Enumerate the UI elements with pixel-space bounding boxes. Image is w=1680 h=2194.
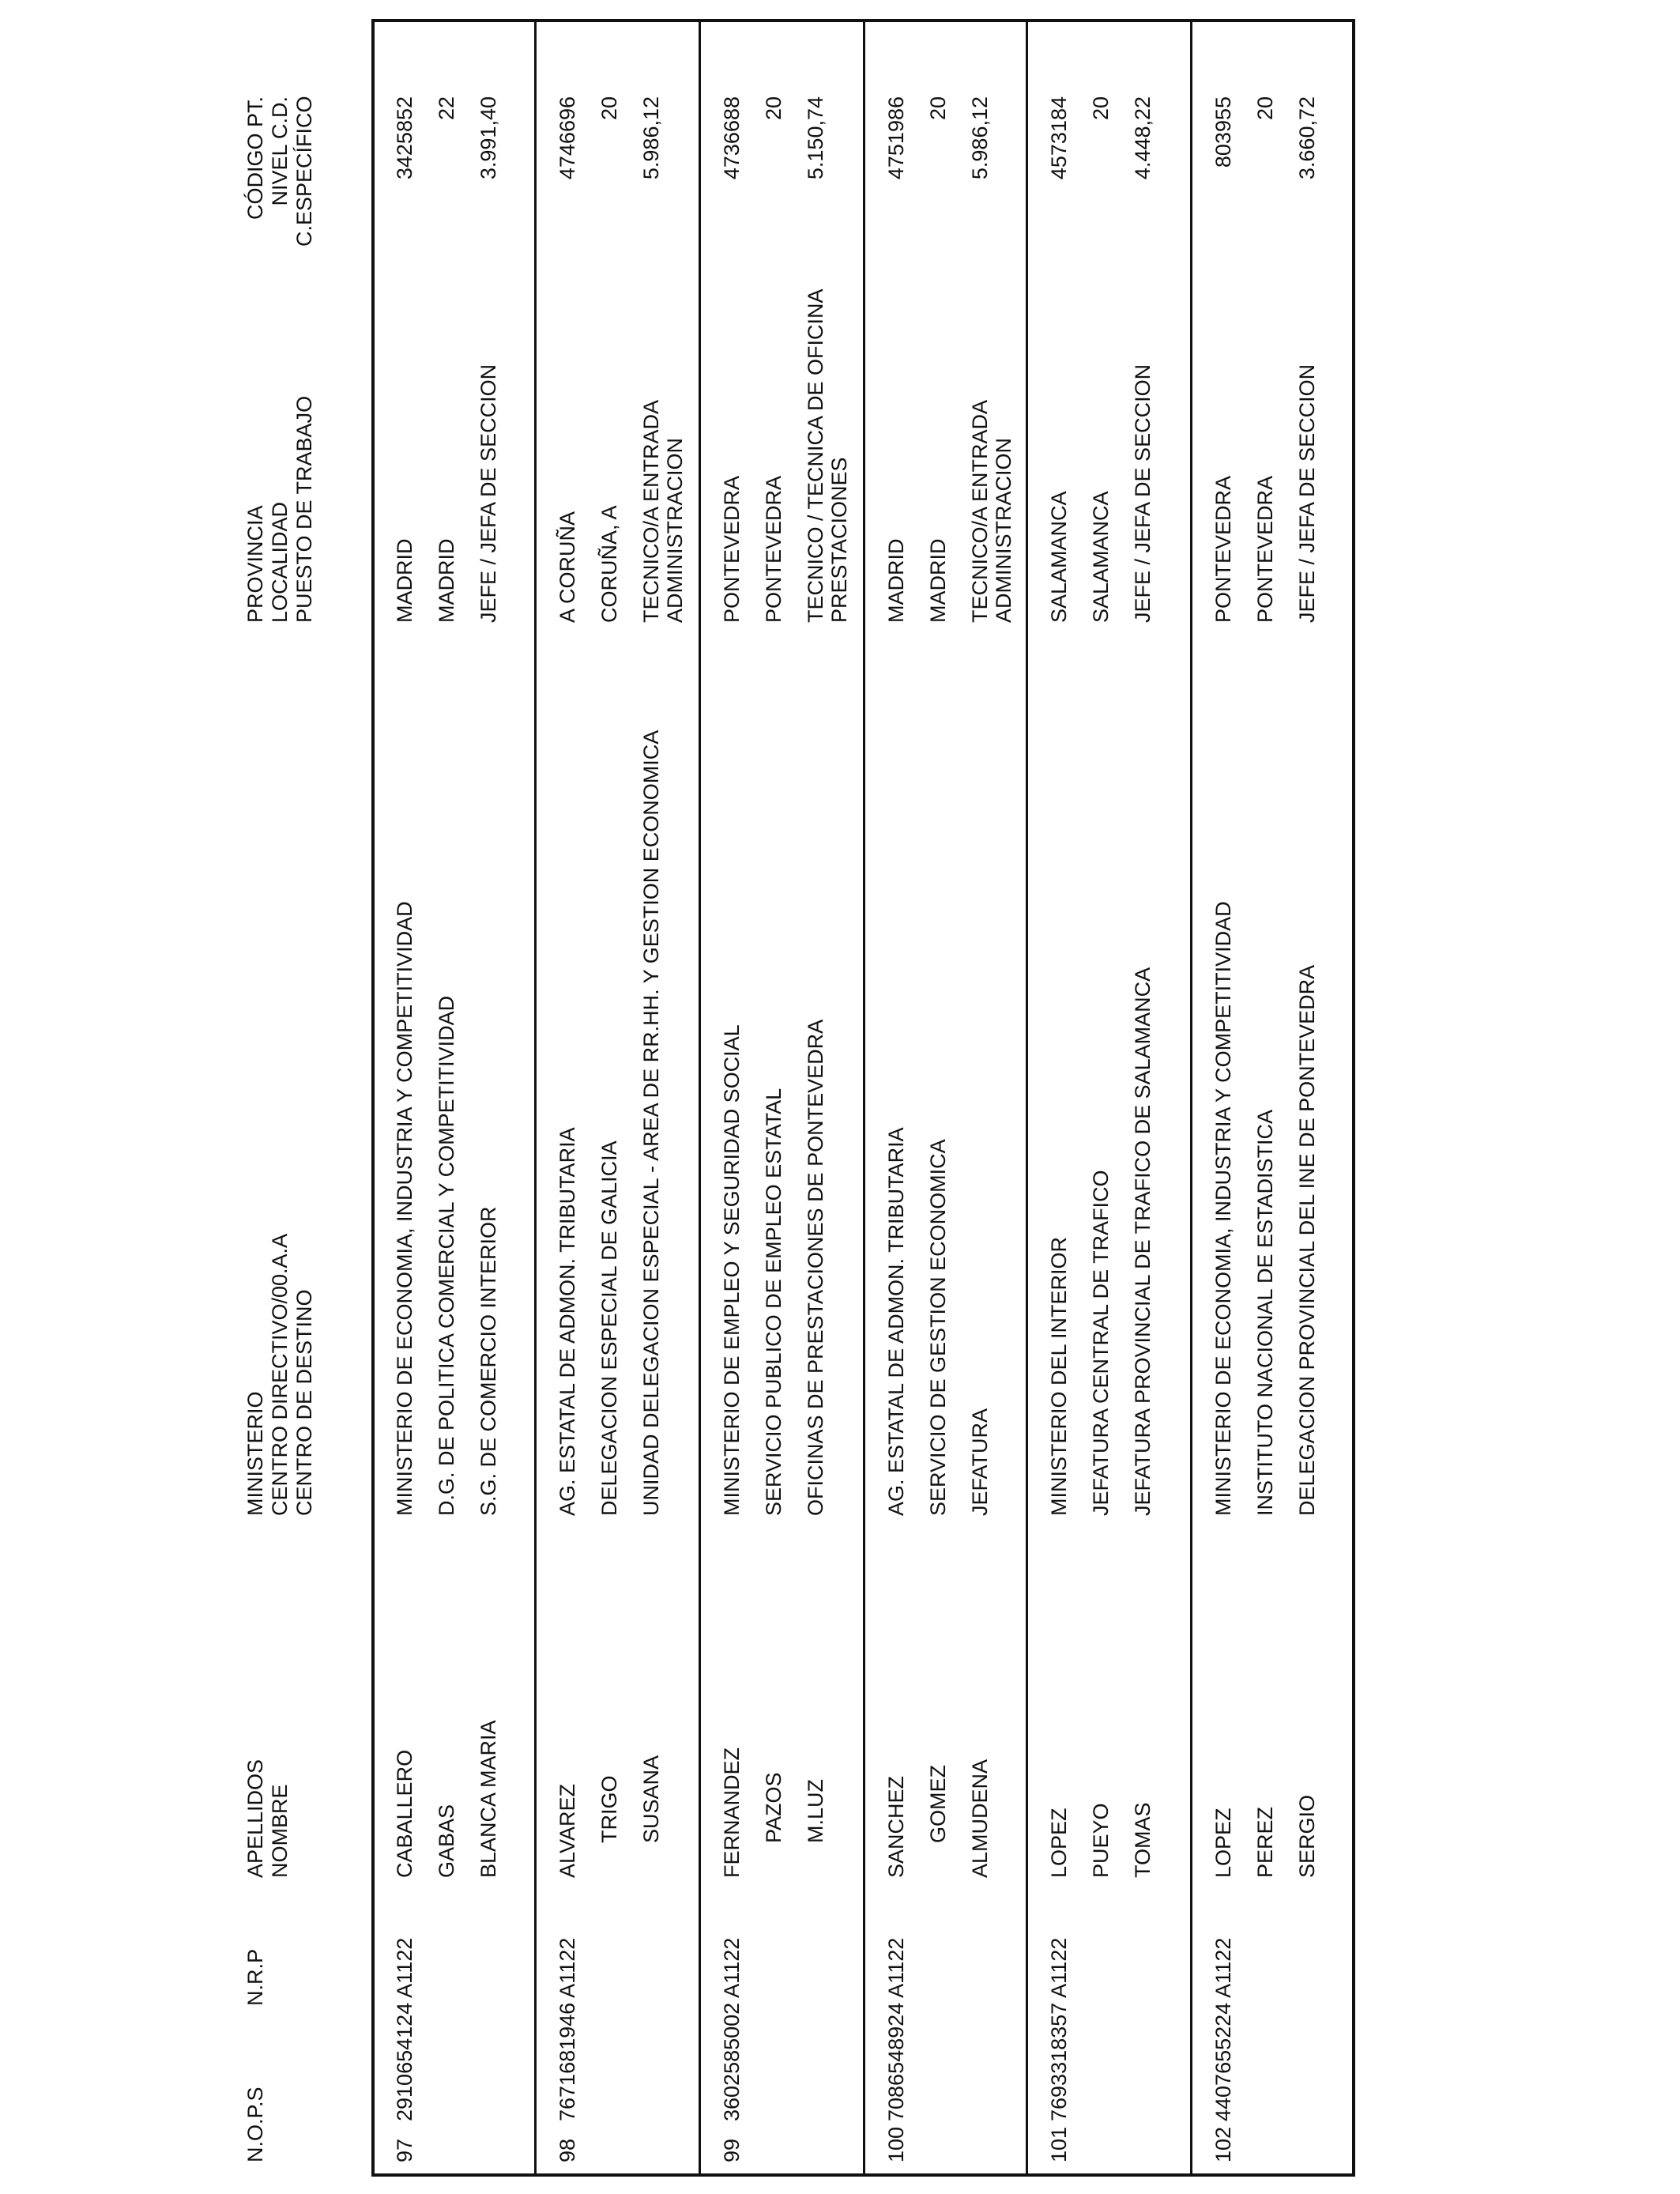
header-especifico-line: C.ESPECÍFICO (292, 96, 316, 247)
header-apellidos (243, 1759, 292, 1878)
row-nombre: SUSANA (639, 1755, 663, 1843)
row-apellido-2: TRIGO (597, 1775, 621, 1843)
row-apellido-2: GABAS (435, 1804, 458, 1878)
row-ministerio: AG. ESTATAL DE ADMON. TRIBUTARIA (556, 1127, 579, 1516)
row-localidad: MADRID (435, 538, 458, 623)
row-nombre: BLANCA MARIA (477, 1720, 500, 1878)
header-provincia (243, 396, 317, 623)
row-nops: 99 (720, 2138, 744, 2162)
row-codigo-pt: 4746696 (556, 96, 579, 180)
row-centro-directivo: D.G. DE POLITICA COMERCIAL Y COMPETITIVIDAD (435, 995, 458, 1516)
row-codigo-pt: 4736688 (720, 96, 744, 180)
row-c-especifico: 5.150,74 (804, 96, 827, 180)
row-centro-directivo: JEFATURA CENTRAL DE TRAFICO (1089, 1170, 1113, 1516)
row-separator (534, 19, 537, 2177)
row-c-especifico: 5.986,12 (639, 96, 663, 180)
row-centro-destino: DELEGACION PROVINCIAL DEL INE DE PONTEVEDRA (1295, 964, 1319, 1516)
row-c-especifico: 4.448,22 (1131, 96, 1155, 180)
row-provincia: PONTEVEDRA (1211, 475, 1235, 623)
row-separator (863, 19, 865, 2177)
row-puesto: JEFE / JEFA DE SECCION (477, 364, 500, 623)
row-nrp: 4407655224 A1122 (1211, 1937, 1235, 2121)
row-localidad: MADRID (926, 538, 950, 623)
row-centro-directivo: SERVICIO PUBLICO DE EMPLEO ESTATAL (762, 1088, 785, 1516)
row-nombre: SERGIO (1295, 1794, 1319, 1878)
row-localidad: PONTEVEDRA (762, 475, 785, 623)
header-nops (243, 2087, 268, 2162)
header-apellidos-line: APELLIDOS (243, 1759, 267, 1878)
row-puesto: TECNICO / TECNICA DE OFICINA (804, 288, 827, 623)
row-apellido-1: LOPEZ (1211, 1808, 1235, 1878)
row-apellido-1: SANCHEZ (884, 1775, 908, 1878)
header-centro-destino-line: CENTRO DE DESTINO (292, 1289, 316, 1516)
row-puesto-line-2: ADMINISTRACION (992, 437, 1015, 623)
header-ministerio-line: MINISTERIO (243, 1391, 267, 1516)
header-ministerio (243, 1234, 317, 1516)
header-nombre-line: NOMBRE (268, 1784, 292, 1878)
row-separator (1026, 19, 1028, 2177)
header-codigo-line: CÓDIGO PT. (243, 96, 267, 221)
row-nombre: M.LUZ (804, 1779, 827, 1843)
row-centro-destino: UNIDAD DELEGACION ESPECIAL - AREA DE RR.HH. Y GESTION ECONOMICA (639, 729, 663, 1516)
row-puesto: TECNICO/A ENTRADA (639, 399, 663, 623)
row-ministerio: MINISTERIO DE EMPLEO Y SEGURIDAD SOCIAL (720, 1024, 744, 1516)
row-apellido-2: PEREZ (1253, 1806, 1277, 1878)
row-provincia: SALAMANCA (1047, 491, 1071, 623)
row-nops: 100 (884, 2126, 908, 2162)
row-separator (1190, 19, 1192, 2177)
row-nops: 101 (1047, 2126, 1071, 2162)
row-puesto-line-2: ADMINISTRACION (663, 437, 687, 623)
row-centro-destino: JEFATURA PROVINCIAL DE TRAFICO DE SALAMANCA (1131, 967, 1155, 1516)
row-centro-directivo: SERVICIO DE GESTION ECONOMICA (926, 1139, 950, 1516)
row-ministerio: MINISTERIO DE ECONOMIA, INDUSTRIA Y COMPETITIVIDAD (393, 901, 416, 1516)
row-provincia: PONTEVEDRA (720, 475, 744, 623)
row-ministerio: MINISTERIO DEL INTERIOR (1047, 1236, 1071, 1516)
row-nivel-cd: 20 (1253, 96, 1277, 121)
row-codigo-pt: 803955 (1211, 96, 1235, 168)
row-nrp: 2910654124 A1122 (393, 1937, 416, 2121)
row-apellido-1: FERNANDEZ (720, 1747, 744, 1878)
row-codigo-pt: 3425852 (393, 96, 416, 180)
row-apellido-1: ALVAREZ (556, 1783, 579, 1878)
row-apellido-1: LOPEZ (1047, 1808, 1071, 1878)
row-nops: 98 (556, 2138, 579, 2162)
header-nops-label: N.O.P.S (243, 2087, 267, 2162)
row-nivel-cd: 20 (597, 96, 621, 121)
row-centro-directivo: DELEGACION ESPECIAL DE GALICIA (597, 1140, 621, 1516)
row-puesto-line-2: PRESTACIONES (827, 457, 851, 623)
header-localidad-line: LOCALIDAD (268, 501, 292, 623)
row-provincia: A CORUÑA (556, 511, 579, 623)
row-apellido-2: PUEYO (1089, 1803, 1113, 1878)
row-nivel-cd: 20 (926, 96, 950, 121)
header-nrp-label: N.R.P (243, 1948, 267, 2006)
header-provincia-line: PROVINCIA (243, 505, 267, 623)
row-localidad: CORUÑA, A (597, 505, 621, 623)
row-provincia: MADRID (393, 538, 416, 623)
row-ministerio: AG. ESTATAL DE ADMON. TRIBUTARIA (884, 1127, 908, 1516)
row-localidad: SALAMANCA (1089, 491, 1113, 623)
header-codigo (243, 96, 317, 247)
row-centro-destino: S.G. DE COMERCIO INTERIOR (477, 1206, 500, 1516)
row-c-especifico: 5.986,12 (968, 96, 992, 180)
row-centro-directivo: INSTITUTO NACIONAL DE ESTADISTICA (1253, 1109, 1277, 1516)
header-nivel-line: NIVEL C.D. (268, 96, 292, 206)
row-nrp: 7086548924 A1122 (884, 1937, 908, 2121)
row-apellido-2: PAZOS (762, 1772, 785, 1843)
row-nombre: ALMUDENA (968, 1759, 992, 1878)
row-nrp: 7671681946 A1122 (556, 1937, 579, 2121)
row-nivel-cd: 22 (435, 96, 458, 121)
row-nrp: 7693318357 A1122 (1047, 1937, 1071, 2121)
row-centro-destino: JEFATURA (968, 1408, 992, 1516)
row-localidad: PONTEVEDRA (1253, 475, 1277, 623)
row-nops: 102 (1211, 2126, 1235, 2162)
header-centro-directivo-line: CENTRO DIRECTIVO/00.A.A (268, 1233, 292, 1516)
row-nivel-cd: 20 (1089, 96, 1113, 121)
row-nombre: TOMAS (1131, 1802, 1155, 1878)
row-nrp: 3602585002 A1122 (720, 1937, 744, 2121)
row-c-especifico: 3.660,72 (1295, 96, 1319, 180)
row-apellido-2: GOMEZ (926, 1765, 950, 1843)
row-centro-destino: OFICINAS DE PRESTACIONES DE PONTEVEDRA (804, 1019, 827, 1516)
row-codigo-pt: 4751986 (884, 96, 908, 180)
row-c-especifico: 3.991,40 (477, 96, 500, 180)
row-nops: 97 (393, 2138, 416, 2162)
row-ministerio: MINISTERIO DE ECONOMIA, INDUSTRIA Y COMPETITIVIDAD (1211, 901, 1235, 1516)
row-provincia: MADRID (884, 538, 908, 623)
row-codigo-pt: 4573184 (1047, 96, 1071, 180)
header-nrp (243, 1949, 268, 2006)
row-separator (699, 19, 701, 2177)
row-puesto: TECNICO/A ENTRADA (968, 399, 992, 623)
row-puesto: JEFE / JEFA DE SECCION (1295, 364, 1319, 623)
row-nivel-cd: 20 (762, 96, 785, 121)
row-puesto: JEFE / JEFA DE SECCION (1131, 364, 1155, 623)
row-apellido-1: CABALLERO (393, 1749, 416, 1878)
header-puesto-line: PUESTO DE TRABAJO (292, 395, 316, 623)
